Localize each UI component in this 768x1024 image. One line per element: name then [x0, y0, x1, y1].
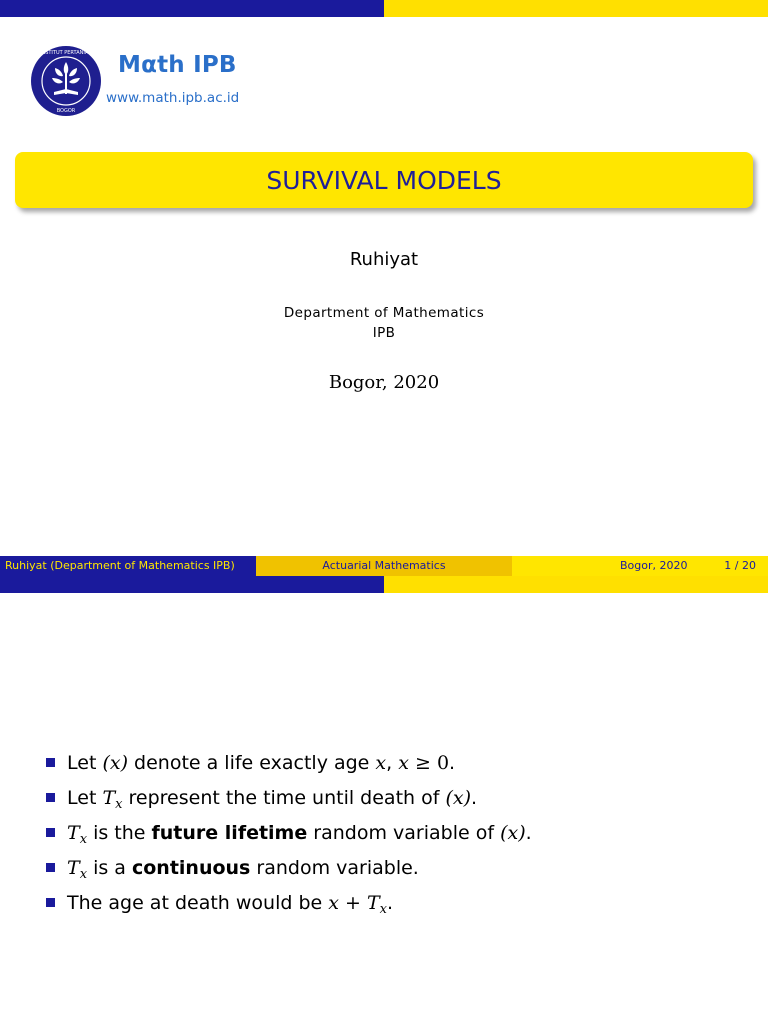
top-bar-yellow: [384, 576, 768, 593]
footer-right: [512, 556, 768, 576]
logo-url-link[interactable]: www.math.ipb.ac.id: [106, 90, 240, 106]
svg-text:INSTITUT PERTANIAN: INSTITUT PERTANIAN: [39, 50, 93, 56]
author-name: Ruhiyat: [349, 249, 419, 270]
ipb-seal-icon: [30, 45, 102, 117]
bullet-item: Let $T_x$ represent the time until death of (x).: [46, 781, 532, 816]
bullet-square-icon: [46, 828, 55, 837]
top-bar-blue: [0, 0, 384, 17]
institute-line-1: Department of Mathematics: [283, 305, 485, 321]
footer-author: Ruhiyat (Department of Mathematics IPB): [0, 556, 256, 576]
top-bar-yellow: [384, 0, 768, 17]
bullet-square-icon: [46, 758, 55, 767]
footer-bar: [0, 556, 768, 576]
bullet-square-icon: [46, 863, 55, 872]
bullet-square-icon: [46, 793, 55, 802]
content-slide: [0, 576, 768, 1024]
slide-title: SURVIVAL MODELS: [266, 166, 502, 195]
bullet-item: Let (x) denote a life exactly age x, x ≥ 0.: [46, 746, 532, 781]
footer-course: Actuarial Mathematics: [256, 556, 512, 576]
top-bar: [0, 0, 768, 17]
bullet-item: $T_x$ is the future lifetime random variable of (x).: [46, 816, 532, 851]
footer-date: Bogor, 2020: [620, 559, 688, 572]
bullet-item: The age at death would be $x + T_x$.: [46, 886, 532, 921]
top-bar-blue: [0, 576, 384, 593]
title-box: [15, 152, 753, 208]
logo-title: Mαth IPB: [118, 52, 237, 78]
bullet-list: [46, 746, 532, 921]
presentation-date: Bogor, 2020: [328, 372, 440, 393]
math-ipb-logo: [30, 45, 266, 117]
top-bar: [0, 576, 768, 593]
svg-text:BOGOR: BOGOR: [56, 108, 76, 114]
bullet-square-icon: [46, 898, 55, 907]
footer-page-number: 1 / 20: [724, 559, 756, 572]
institute-line-2: IPB: [372, 325, 396, 341]
bullet-item: $T_x$ is a continuous random variable.: [46, 851, 532, 886]
